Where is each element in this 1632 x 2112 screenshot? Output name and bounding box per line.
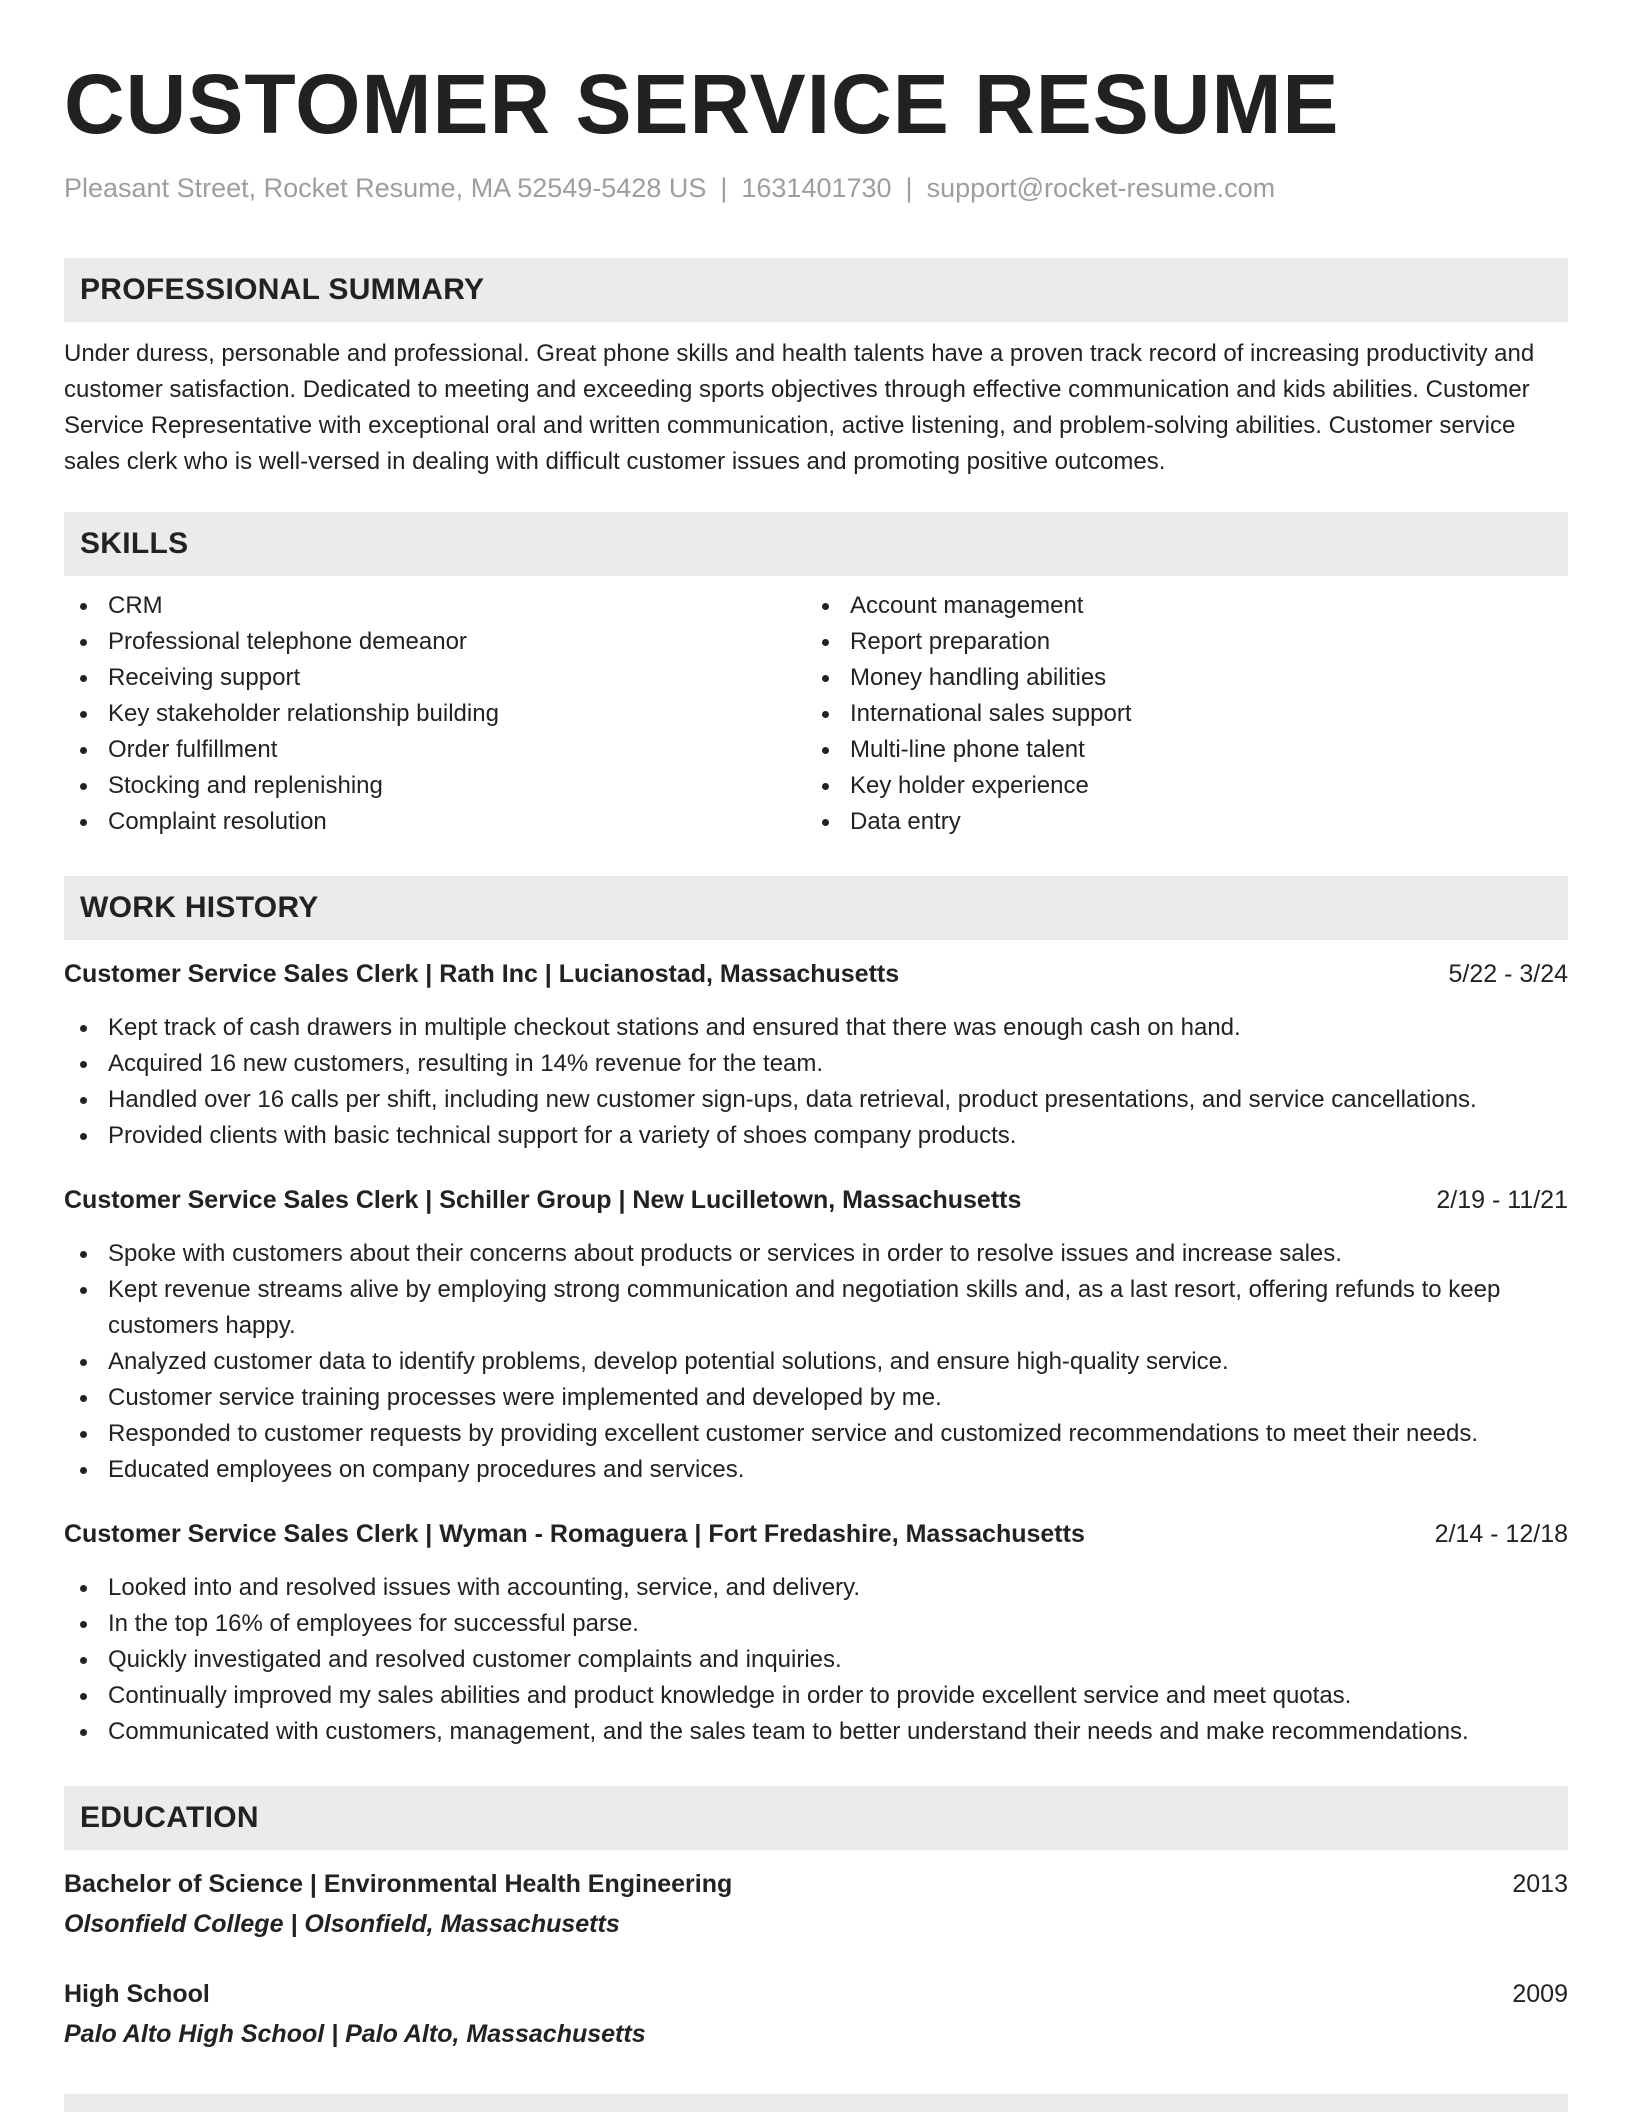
job-title: Customer Service Sales Clerk | Schiller Group | New Lucilletown, Massachusetts (64, 1186, 1022, 1214)
job-bullet: Handled over 16 calls per shift, including new customer sign-ups, data retrieval, product presentations, and service cancellations. (64, 1082, 1568, 1118)
job-bullet: Kept revenue streams alive by employing strong communication and negotiation skills and, as a last resort, offering refunds to keep customers happy. (64, 1272, 1568, 1344)
job-header (64, 956, 1568, 992)
work-history-heading: WORK HISTORY (64, 876, 1568, 940)
job-bullets (64, 1010, 1568, 1154)
skill-item: CRM (64, 588, 806, 624)
contact-address: Pleasant Street, Rocket Resume, MA 52549-5428 US (64, 173, 707, 203)
education-year: 2013 (1512, 1870, 1568, 1898)
skills-list-left (64, 588, 806, 840)
job-entry (64, 1182, 1568, 1488)
job-dates: 2/14 - 12/18 (1434, 1520, 1568, 1548)
job-entry (64, 956, 1568, 1154)
contact-phone: 1631401730 (741, 173, 892, 203)
job-bullets (64, 1236, 1568, 1488)
skill-item: Data entry (806, 804, 1548, 840)
job-header (64, 1182, 1568, 1218)
skills-heading: SKILLS (64, 512, 1568, 576)
job-bullet: Looked into and resolved issues with accounting, service, and delivery. (64, 1570, 1568, 1606)
summary-text: Under duress, personable and professional. Great phone skills and health talents have a proven track record of increasing productivity and customer satisfaction. Dedicated to meeting and exceeding sports objectives through effective communication and kids abilities. Customer Service Representative with exceptional oral and written communication, active listening, and problem-solving abilities. Customer service sales clerk who is well-versed in dealing with difficult customer issues and promoting positive outcomes. (64, 340, 1535, 475)
job-bullet: Analyzed customer data to identify problems, develop potential solutions, and ensure high-quality service. (64, 1344, 1568, 1380)
skill-item: Key holder experience (806, 768, 1548, 804)
contact-line (64, 170, 1568, 206)
job-dates: 2/19 - 11/21 (1436, 1186, 1568, 1214)
contact-email: support@rocket-resume.com (926, 173, 1276, 203)
skill-item: Order fulfillment (64, 732, 806, 768)
job-bullet: Kept track of cash drawers in multiple checkout stations and ensured that there was enough cash on hand. (64, 1010, 1568, 1046)
education-header (64, 1866, 1568, 1902)
job-bullet: In the top 16% of employees for successful parse. (64, 1606, 1568, 1642)
education-year: 2009 (1512, 1980, 1568, 2008)
skill-item: Complaint resolution (64, 804, 806, 840)
education-degree: High School (64, 1980, 210, 2008)
job-bullet: Provided clients with basic technical support for a variety of shoes company products. (64, 1118, 1568, 1154)
skill-item: International sales support (806, 696, 1548, 732)
education-entry (64, 1976, 1568, 2052)
job-bullet: Responded to customer requests by providing excellent customer service and customized recommendations to meet their needs. (64, 1416, 1568, 1452)
job-bullet: Customer service training processes were implemented and developed by me. (64, 1380, 1568, 1416)
job-bullet: Continually improved my sales abilities and product knowledge in order to provide excellent service and meet quotas. (64, 1678, 1568, 1714)
education-entry (64, 1866, 1568, 1942)
next-section-bar (64, 2094, 1568, 2112)
job-header (64, 1516, 1568, 1552)
education-degree: Bachelor of Science | Environmental Health Engineering (64, 1870, 733, 1898)
skill-item: Receiving support (64, 660, 806, 696)
resume-title: CUSTOMER SERVICE RESUME (64, 57, 1340, 151)
job-title: Customer Service Sales Clerk | Rath Inc | Lucianostad, Massachusetts (64, 960, 900, 988)
education-school: Olsonfield College | Olsonfield, Massachusetts (64, 1910, 620, 1938)
job-dates: 5/22 - 3/24 (1448, 960, 1568, 988)
skill-item: Report preparation (806, 624, 1548, 660)
job-entry (64, 1516, 1568, 1750)
job-bullet: Spoke with customers about their concerns about products or services in order to resolve issues and increase sales. (64, 1236, 1568, 1272)
job-bullet: Educated employees on company procedures and services. (64, 1452, 1568, 1488)
contact-separator: | (905, 173, 913, 203)
skills-columns (64, 588, 1568, 840)
contact-separator: | (720, 173, 728, 203)
skills-list-right (806, 588, 1548, 840)
skill-item: Account management (806, 588, 1548, 624)
job-title: Customer Service Sales Clerk | Wyman - Romaguera | Fort Fredashire, Massachusetts (64, 1520, 1085, 1548)
skill-item: Money handling abilities (806, 660, 1548, 696)
job-bullet: Acquired 16 new customers, resulting in 14% revenue for the team. (64, 1046, 1568, 1082)
education-school: Palo Alto High School | Palo Alto, Massachusetts (64, 2020, 646, 2048)
skill-item: Multi-line phone talent (806, 732, 1548, 768)
job-bullet: Quickly investigated and resolved customer complaints and inquiries. (64, 1642, 1568, 1678)
job-bullet: Communicated with customers, management, and the sales team to better understand their needs and make recommendations. (64, 1714, 1568, 1750)
summary-heading: PROFESSIONAL SUMMARY (64, 258, 1568, 322)
skill-item: Stocking and replenishing (64, 768, 806, 804)
education-header (64, 1976, 1568, 2012)
job-bullets (64, 1570, 1568, 1750)
education-heading: EDUCATION (64, 1786, 1568, 1850)
skill-item: Key stakeholder relationship building (64, 696, 806, 732)
skill-item: Professional telephone demeanor (64, 624, 806, 660)
